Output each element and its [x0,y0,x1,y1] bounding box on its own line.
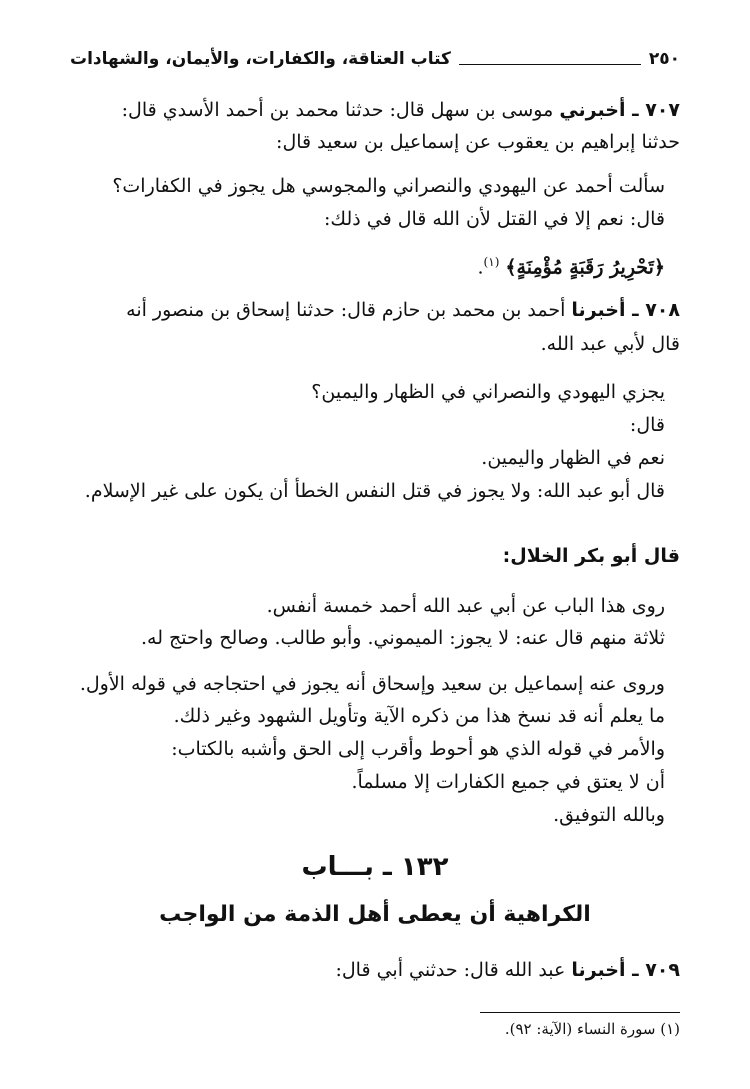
hadith-number-708: ٧٠٨ ـ أخبرنا [571,299,680,321]
running-header [70,44,680,74]
text-line: قال لأبي عبد الله. [540,333,680,355]
text-line: يجزي اليهودي والنصراني في الظهار واليمين؟ [311,381,665,403]
text-line: سألت أحمد عن اليهودي والنصراني والمجوسي هل يجوز في الكفارات؟ [112,175,665,197]
hadith-number-707: ٧٠٧ ـ أخبرني [559,99,680,121]
header-rule [459,64,641,65]
text-line: ٧٠٨ ـ أخبرنا أحمد بن محمد بن حازم قال: حدثنا إسحاق بن منصور أنه [126,299,680,321]
quran-verse-line: ﴿تَحْرِيرُ رَقَبَةٍ مُؤْمِنَةٍ﴾ $^{(١)}$. [477,255,665,279]
text-line: نعم في الظهار واليمين. [481,447,665,469]
text-line: ٧٠٧ ـ أخبرني موسى بن سهل قال: حدثنا محمد بن أحمد الأسدي قال: [121,99,680,121]
text-line: قال أبو عبد الله: ولا يجوز في قتل النفس الخطأ أن يكون على غير الإسلام. [84,480,665,502]
page-number: ٢٥٠ [648,49,680,69]
chapter-title: الكراهية أن يعطى أهل الذمة من الواجب [159,902,591,927]
text-line: ما يعلم أنه قد نسخ هذا من ذكره الآية وتأويل الشهود وغير ذلك. [173,705,665,727]
footnote-marker: (١) [483,255,500,269]
text-line: ثلاثة منهم قال عنه: لا يجوز: الميموني. وأبو طالب. وصالح واحتج له. [140,627,665,649]
text-line: قال: نعم إلا في القتل لأن الله قال في ذلك: [324,208,665,230]
text-line: روى هذا الباب عن أبي عبد الله أحمد خمسة أنفس. [266,595,665,617]
hadith-number-709: ٧٠٩ ـ أخبرنا [571,959,680,981]
text-line: وبالله التوفيق. [553,804,665,826]
text-line: حدثنا إبراهيم بن يعقوب عن إسماعيل بن سعيد قال: [276,131,680,153]
quran-verse: ﴿تَحْرِيرُ رَقَبَةٍ مُؤْمِنَةٍ﴾ [505,256,665,279]
section-heading: قال أبو بكر الخلال: [502,545,680,567]
text-line: أن لا يعتق في جميع الكفارات إلا مسلماً. [351,771,665,793]
text-line: ٧٠٩ ـ أخبرنا عبد الله قال: حدثني أبي قال: [335,959,680,981]
header-title: كتاب العتاقة، والكفارات، والأيمان، والشهادات [70,49,451,69]
chapter-number: ١٣٢ ـ بـــاب [301,852,449,882]
text-line: وروى عنه إسماعيل بن سعيد وإسحاق أنه يجوز في احتجاجه في قوله الأول. [79,673,665,695]
footnote-rule [480,1012,680,1013]
text-line: والأمر في قوله الذي هو أحوط وأقرب إلى الحق وأشبه بالكتاب: [171,738,665,760]
text-line: قال: [629,414,665,436]
footnote: (١) سورة النساء (الآية: ٩٢). [504,1020,680,1038]
